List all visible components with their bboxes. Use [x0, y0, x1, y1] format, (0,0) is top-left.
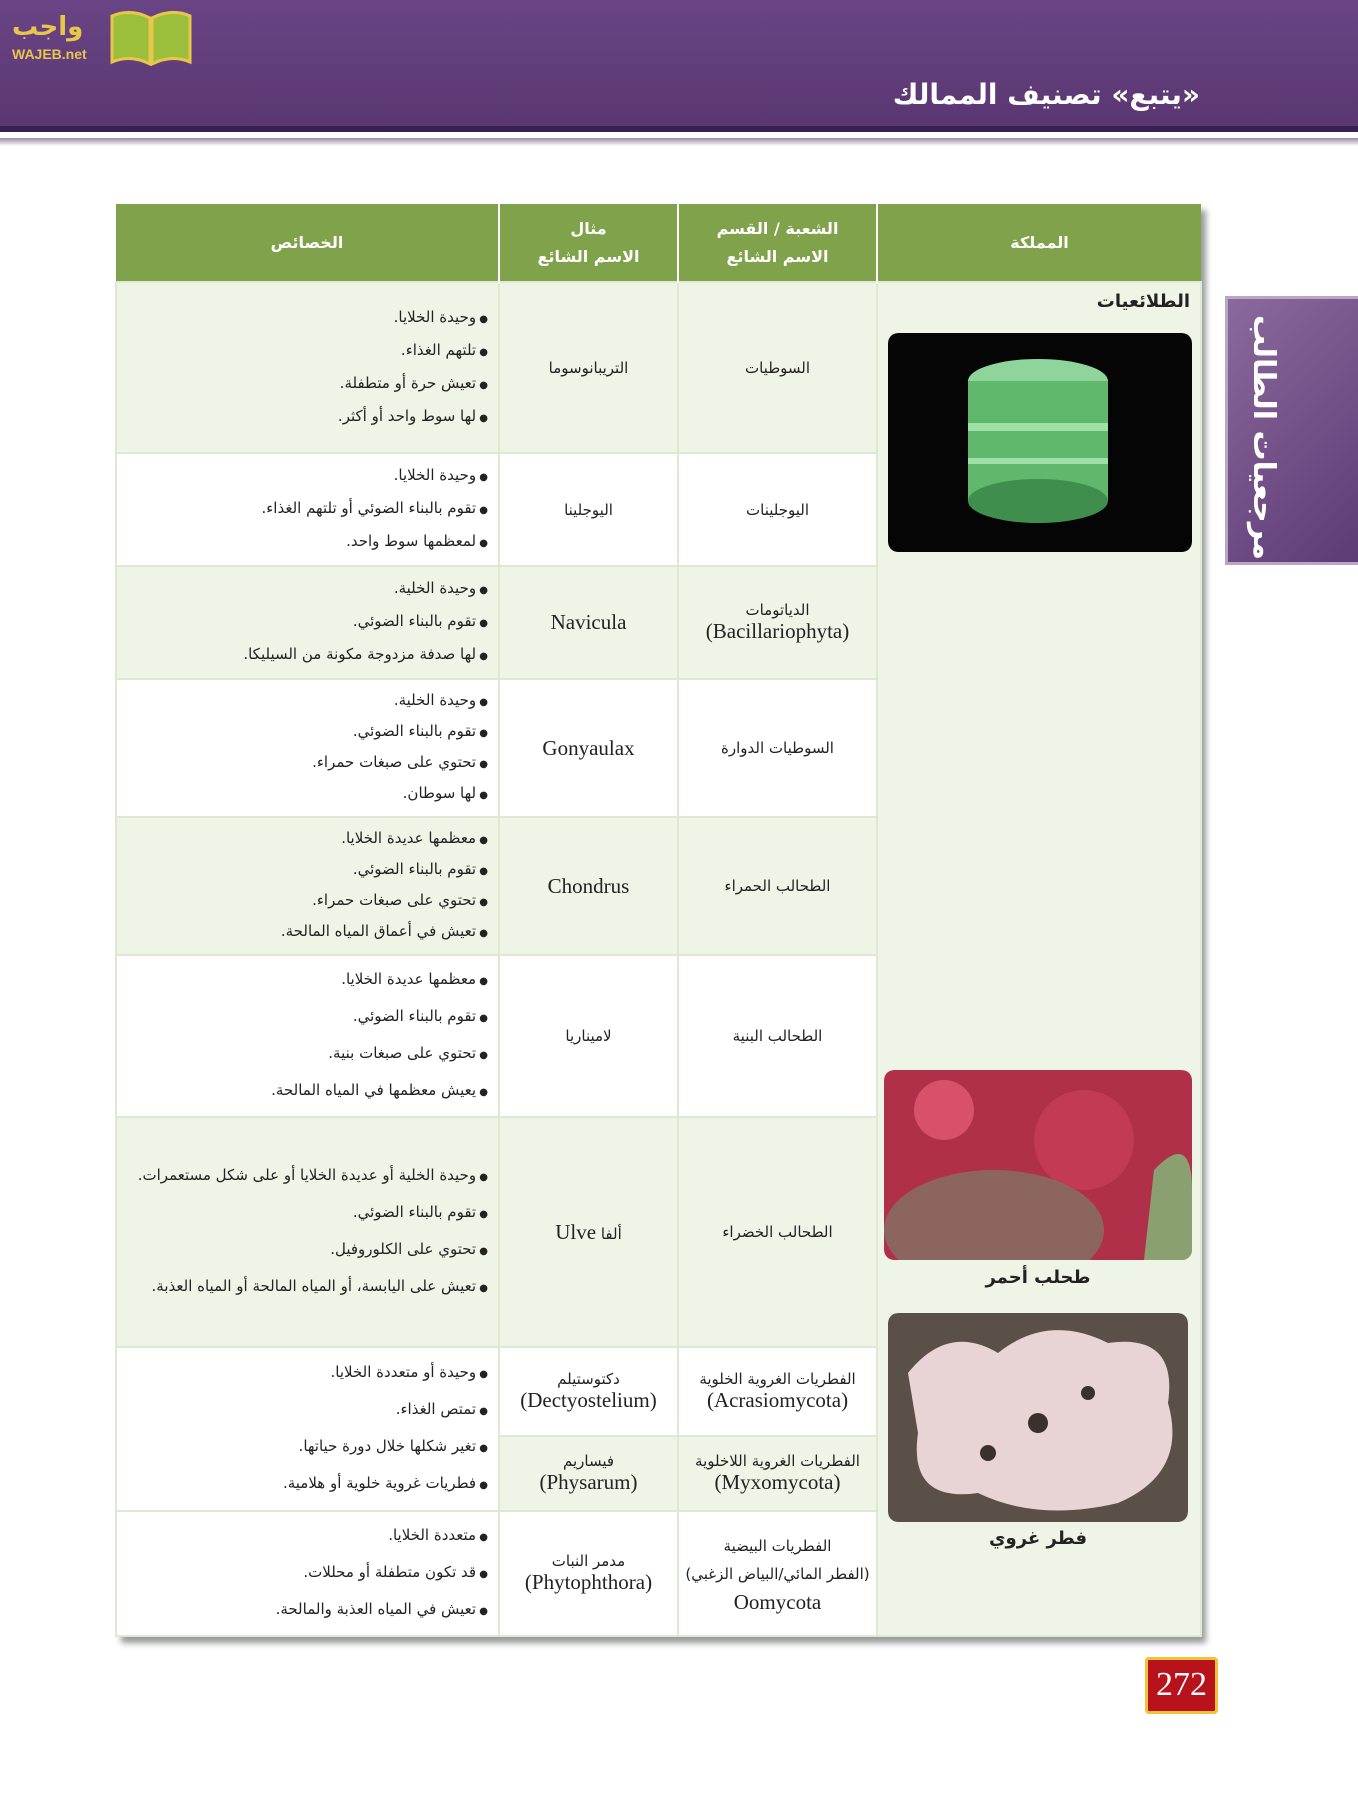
- traits-cell: ● وحيدة الخلية. ● تقوم بالبناء الضوئي. ● لها صدفة مزدوجة مكونة من السيليكا.: [116, 566, 499, 679]
- kingdoms-table: [115, 204, 1200, 1637]
- header-phylum: الشعبة / القسم الاسم الشائع: [678, 204, 877, 282]
- phylum-cell: الفطريات الغروية اللاخلوية (Myxomycota): [678, 1436, 877, 1511]
- traits-cell: ● وحيدة الخلية. ● تقوم بالبناء الضوئي. ● تحتوي على صبغات حمراء. ● لها سوطان.: [116, 679, 499, 817]
- phylum-cell: السوطيات: [678, 282, 877, 453]
- example-cell: Chondrus: [499, 817, 678, 955]
- example-cell: Gonyaulax: [499, 679, 678, 817]
- side-tab-label: مرجعيات الطالب: [1246, 315, 1281, 560]
- phylum-cell: الطحالب الخضراء: [678, 1117, 877, 1347]
- phylum-cell: الدياتومات (Bacillariophyta): [678, 566, 877, 679]
- example-cell: ألفا Ulve: [499, 1117, 678, 1347]
- kingdom-cell: [877, 282, 1201, 1636]
- example-cell: مدمر النبات (Phytophthora): [499, 1511, 678, 1636]
- logo-sub: WAJEB.net: [12, 46, 87, 62]
- page-number: 272: [1145, 1657, 1218, 1714]
- phylum-cell: السوطيات الدوارة: [678, 679, 877, 817]
- page-header-band: [0, 0, 1358, 132]
- phylum-cell: الطحالب البنية: [678, 955, 877, 1117]
- header-example: مثال الاسم الشائع: [499, 204, 678, 282]
- red-algae-image: [884, 1070, 1192, 1260]
- book-icon: [108, 6, 194, 66]
- phylum-cell: الفطريات الغروية الخلوية (Acrasiomycota): [678, 1347, 877, 1436]
- header-shadow: [0, 138, 1358, 146]
- red-algae-caption: طحلب أحمر: [985, 1267, 1091, 1288]
- traits-cell: ● وحيدة أو متعددة الخلايا. ● تمتص الغذاء. ● تغير شكلها خلال دورة حياتها. ● فطريات غروية خلوية أو هلامية.: [116, 1347, 499, 1511]
- traits-cell: ● وحيدة الخلية أو عديدة الخلايا أو على شكل مستعمرات. ● تقوم بالبناء الضوئي. ● تحتوي على الكلوروفيل. ● تعيش على اليابسة، أو المياه المالحة أو المياه العذبة.: [116, 1117, 499, 1347]
- page-title: «يتبع» تصنيف الممالك: [892, 78, 1200, 111]
- example-cell: دكتوستيلم (Dectyostelium): [499, 1347, 678, 1436]
- example-cell: التريبانوسوما: [499, 282, 678, 453]
- example-cell: فيساريم (Physarum): [499, 1436, 678, 1511]
- example-cell: لاميناريا: [499, 955, 678, 1117]
- phylum-cell: الفطريات البيضية (الفطر المائي/البياض الزغبي) Oomycota: [678, 1511, 877, 1636]
- table-row: [116, 282, 1201, 453]
- phylum-cell: الطحالب الحمراء: [678, 817, 877, 955]
- example-cell: اليوجلينا: [499, 453, 678, 566]
- traits-cell: ● متعددة الخلايا. ● قد تكون متطفلة أو محللات. ● تعيش في المياه العذبة والمالحة.: [116, 1511, 499, 1636]
- diatom-image: [888, 333, 1192, 552]
- wajeb-logo: [8, 6, 193, 68]
- header-kingdom: المملكة: [877, 204, 1201, 282]
- traits-cell: ● معظمها عديدة الخلايا. ● تقوم بالبناء الضوئي. ● تحتوي على صبغات بنية. ● يعيش معظمها في المياه المالحة.: [116, 955, 499, 1117]
- logo-text: واجب: [12, 12, 84, 42]
- student-references-tab[interactable]: [1225, 296, 1358, 565]
- traits-cell: ● وحيدة الخلايا. ● تلتهم الغذاء. ● تعيش حرة أو متطفلة. ● لها سوط واحد أو أكثر.: [116, 282, 499, 453]
- slime-mold-image: [888, 1313, 1188, 1522]
- traits-cell: ● وحيدة الخلايا. ● تقوم بالبناء الضوئي أو تلتهم الغذاء. ● لمعظمها سوط واحد.: [116, 453, 499, 566]
- traits-cell: ● معظمها عديدة الخلايا. ● تقوم بالبناء الضوئي. ● تحتوي على صبغات حمراء. ● تعيش في أعماق المياه المالحة.: [116, 817, 499, 955]
- example-cell: Navicula: [499, 566, 678, 679]
- slime-mold-caption: فطر غروي: [989, 1528, 1087, 1549]
- kingdom-name: الطلائعيات: [1096, 291, 1190, 312]
- header-traits: الخصائص: [116, 204, 499, 282]
- phylum-cell: اليوجلينات: [678, 453, 877, 566]
